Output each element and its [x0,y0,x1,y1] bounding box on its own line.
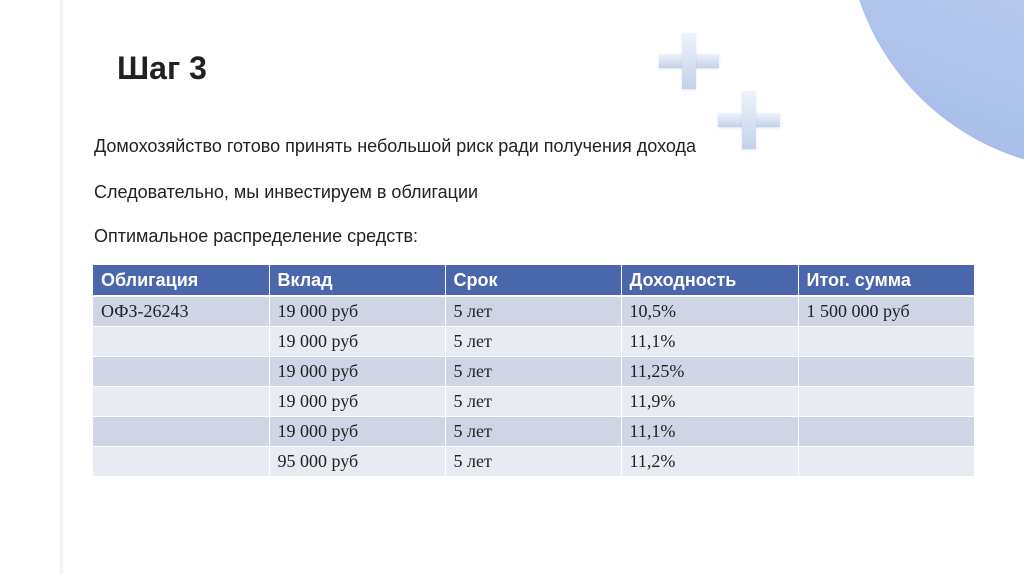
cell-yield: 11,2% [621,447,798,477]
body-text-line: Оптимальное распределение средств: [94,226,419,246]
column-header-deposit: Вклад [269,265,445,296]
cell-total [798,327,974,357]
cell-deposit: 19 000 руб [269,296,445,327]
cell-bond: ОФЗ-26243 [93,296,269,327]
corner-decoration [824,0,1024,170]
slide-left-edge [60,0,65,574]
table-row [93,357,974,387]
cell-term: 5 лет [445,447,621,477]
plus-icon [718,91,780,149]
cell-bond [93,447,269,477]
cell-deposit: 19 000 руб [269,327,445,357]
decorative-circle [846,0,1024,170]
table-row [93,387,974,417]
cell-term: 5 лет [445,296,621,327]
column-header-term: Срок [445,265,621,296]
cell-total [798,357,974,387]
cell-total: 1 500 000 руб [798,296,974,327]
column-header-bond: Облигация [93,265,269,296]
body-text-line: Домохозяйство готово принять небольшой риск ради получения дохода [94,136,697,156]
slide-title: Шаг 3 [117,50,207,86]
cell-deposit: 19 000 руб [269,357,445,387]
table-row [93,327,974,357]
cell-term: 5 лет [445,417,621,447]
cell-yield: 10,5% [621,296,798,327]
cell-yield: 11,25% [621,357,798,387]
cell-yield: 11,9% [621,387,798,417]
cell-total [798,417,974,447]
column-header-yield: Доходность [621,265,798,296]
table-row [93,296,974,327]
cell-total [798,387,974,417]
cell-deposit: 95 000 руб [269,447,445,477]
cell-deposit: 19 000 руб [269,417,445,447]
cell-term: 5 лет [445,387,621,417]
cell-total [798,447,974,477]
cell-bond [93,357,269,387]
table-header-row [93,265,974,296]
cell-bond [93,387,269,417]
table-row [93,417,974,447]
cell-bond [93,327,269,357]
cell-yield: 11,1% [621,327,798,357]
cell-term: 5 лет [445,357,621,387]
cell-yield: 11,1% [621,417,798,447]
table-row [93,447,974,477]
body-text-line: Следовательно, мы инвестируем в облигации [94,182,479,202]
allocation-table [93,265,974,477]
column-header-total: Итог. сумма [798,265,974,296]
cell-bond [93,417,269,447]
plus-icon [659,33,719,89]
cell-deposit: 19 000 руб [269,387,445,417]
cell-term: 5 лет [445,327,621,357]
